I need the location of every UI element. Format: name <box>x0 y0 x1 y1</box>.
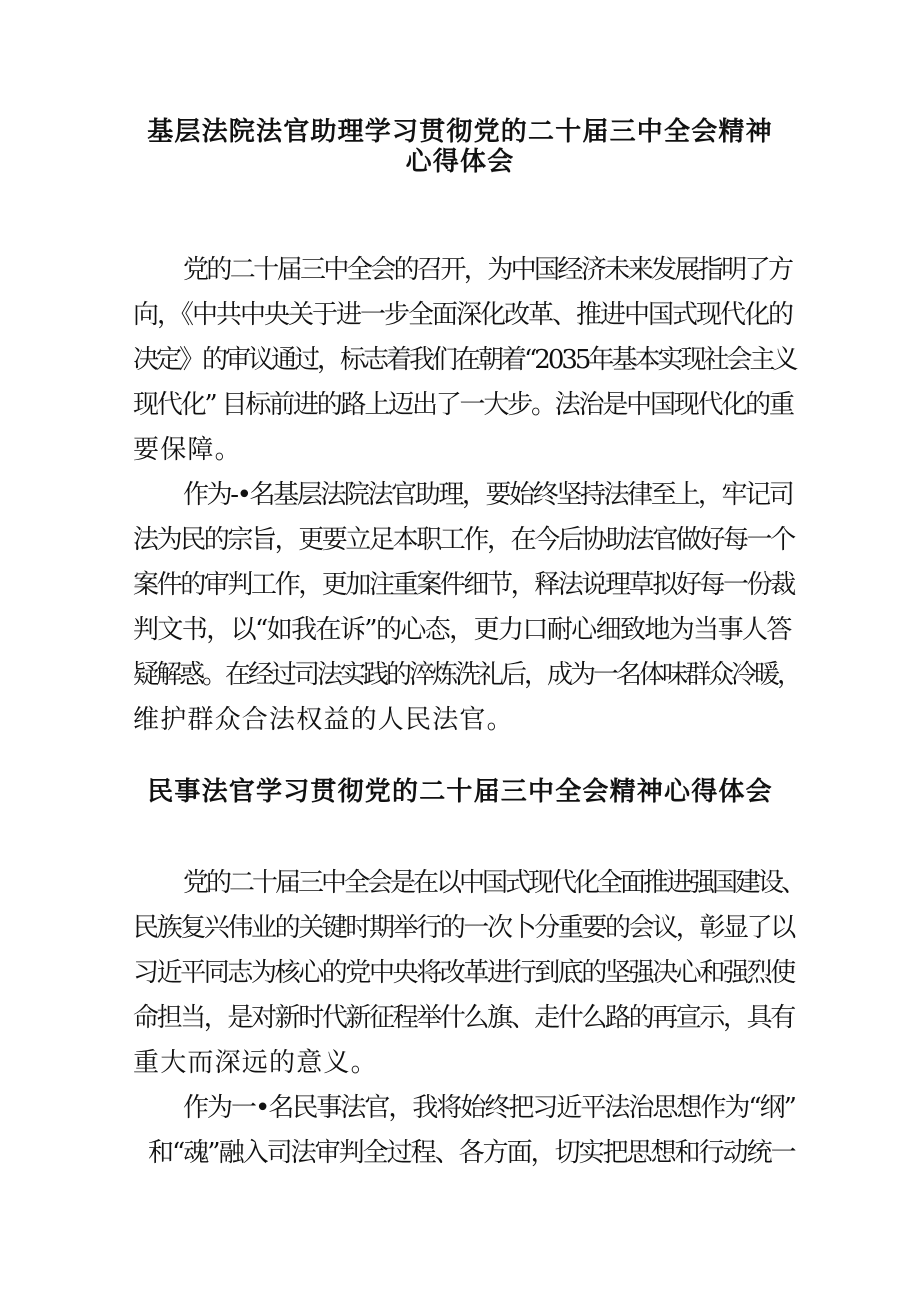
paragraph-line: 决定》的审议通过，标志着我们在朝着“2035年基本实现社会主义 <box>133 345 796 375</box>
section1-title <box>0 117 920 177</box>
paragraph-line: 命担当，是对新时代新征程举什么旗、走什么路的再宣示，具有 <box>133 1003 794 1033</box>
paragraph-line: 民族复兴伟业的关键时期举行的一次卜分重要的会议，彰显了以 <box>133 913 794 943</box>
paragraph-line: 现代化” 目标前进的路上迈出了一大步。法治是中国现代化的重 <box>133 390 793 420</box>
paragraph-line: 要保障。 <box>133 435 242 465</box>
paragraph-line: 法为民的宗旨，更要立足本职工作，在今后协助法官做好每一个 <box>133 525 794 555</box>
paragraph-line: 案件的审判工作，更加注重案件细节，释法说理草拟好每一份裁 <box>133 570 794 600</box>
paragraph-line: 和“魂”融入司法审判全过程、各方面，切实把思想和行动统一 <box>148 1138 795 1168</box>
paragraph-line: 维护群众合法权益的人民法官。 <box>133 705 514 735</box>
paragraph-line: 党的二十届三中全会是在以中国式现代化全面推进强国建设、 <box>183 868 805 898</box>
section1-title-line1: 基层法院法官助理学习贯彻党的二十届三中全会精神 <box>147 117 773 147</box>
paragraph-line: 疑解惑。在经过司法实践的淬炼洗礼后，成为一名体味群众冷暖， <box>133 660 801 690</box>
section2-title-text: 民事法官学习贯彻党的二十届三中全会精神心得体会 <box>147 777 773 807</box>
paragraph-line: 判文书，以“如我在诉”的心态，更力口耐心细致地为当事人答 <box>133 615 791 645</box>
section2-title <box>0 777 920 807</box>
paragraph-line: 党的二十届三中全会的召开，为中国经济未来发展指明了方 <box>183 255 792 285</box>
paragraph-line: 作为-•名基层法院法官助理，要始终坚持法律至上，牢记司 <box>183 480 793 510</box>
paragraph-line: 作为一•名民事法官，我将始终把习近平法治思想作为“纲” <box>183 1093 795 1123</box>
paragraph-line: 重大而深远的意义。 <box>133 1048 378 1078</box>
paragraph-line: 习近平同志为核心的党中央将改革进行到底的坚强决心和强烈使 <box>133 958 794 988</box>
paragraph-line: 向，《中共中央关于进一步全面深化改革、推进中国式现代化的 <box>133 300 793 330</box>
section1-title-line2: 心得体会 <box>405 147 515 177</box>
